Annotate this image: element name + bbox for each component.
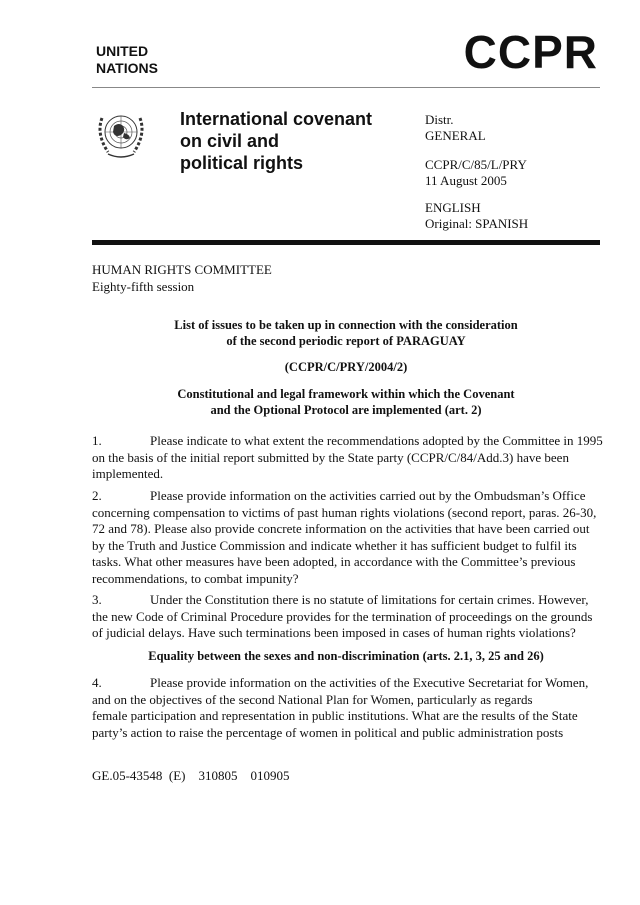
title-line: International covenant xyxy=(180,109,373,129)
paragraph-line: party’s action to raise the percentage of women in political and public administration posts xyxy=(92,724,564,740)
paragraph-number: 2. xyxy=(92,488,102,503)
paragraph-line: the new Code of Criminal Procedure provides for the termination of proceedings on the grounds xyxy=(92,608,593,624)
paragraph-line: concerning compensation to victims of past human rights violations (second report, paras. 26-30, xyxy=(92,504,597,520)
org-line: UNITED xyxy=(96,43,149,59)
divider-thick xyxy=(92,240,600,245)
section-heading: Equality between the sexes and non-discrimination (arts. 2.1, 3, 25 and 26) xyxy=(148,649,544,663)
paragraph-line: Please indicate to what extent the recommendations adopted by the Committee in 1995 xyxy=(150,433,603,448)
section-heading xyxy=(92,386,600,418)
paragraph-line: and on the objectives of the second National Plan for Women, particularly as regards xyxy=(92,691,533,707)
org-name xyxy=(96,43,158,77)
un-emblem-icon xyxy=(94,106,148,160)
heading-line: List of issues to be taken up in connection with the consideration xyxy=(174,318,518,332)
language: ENGLISH xyxy=(425,200,481,215)
distribution: GENERAL xyxy=(425,128,486,143)
title-line: political rights xyxy=(180,153,304,173)
org-line: NATIONS xyxy=(96,60,158,76)
committee-block xyxy=(92,262,272,295)
list-heading xyxy=(92,317,600,349)
divider xyxy=(92,87,600,88)
footer-job-number: GE.05-43548 (E) 310805 010905 xyxy=(92,768,290,783)
committee-name: HUMAN RIGHTS COMMITTEE xyxy=(92,262,272,277)
session: Eighty-fifth session xyxy=(92,278,195,294)
paragraph-line: recommendations, to combat impunity? xyxy=(92,570,299,586)
paragraph-1 xyxy=(92,433,603,483)
paragraph-4 xyxy=(92,675,600,741)
paragraph-line: female participation and representation in public institutions. What are the results of the State xyxy=(92,708,578,723)
distr-label: Distr. xyxy=(425,112,454,127)
heading-line: and the Optional Protocol are implemented (art. 2) xyxy=(210,403,482,417)
paragraph-number: 3. xyxy=(92,592,102,607)
symbol-block xyxy=(425,157,527,189)
paragraph-number: 1. xyxy=(92,433,102,448)
heading-line: Constitutional and legal framework within which the Covenant xyxy=(177,387,515,401)
paragraph-line: Please provide information on the activities carried out by the Ombudsman’s Office xyxy=(150,488,586,503)
language-block xyxy=(425,200,528,232)
paragraph-line: tasks. What other measures have been adopted, in accordance with the Committee’s previous xyxy=(92,554,576,569)
paragraph-3 xyxy=(92,592,600,642)
paragraph-line: on the basis of the initial report submitted by the State party (CCPR/C/84/Add.3) have been xyxy=(92,449,569,465)
document-title xyxy=(180,108,372,174)
heading-line: of the second periodic report of PARAGUAY xyxy=(226,334,466,348)
paragraph-line: by the Truth and Justice Commission and indicate whether it has sufficient budget to fulfil its xyxy=(92,537,577,553)
paragraph-line: Under the Constitution there is no statute of limitations for certain crimes. However, xyxy=(150,592,589,607)
paragraph-line: Please provide information on the activities of the Executive Secretariat for Women, xyxy=(150,675,589,690)
document-symbol-large: CCPR xyxy=(463,26,598,78)
original-language: Original: SPANISH xyxy=(425,216,529,231)
title-line: on civil and xyxy=(180,131,280,151)
paragraph-line: of judicial delays. Have such terminations been imposed in cases of human rights violations? xyxy=(92,625,576,640)
paragraph-line: implemented. xyxy=(92,466,164,481)
paragraph-number: 4. xyxy=(92,675,102,690)
doc-date: 11 August 2005 xyxy=(425,173,507,188)
doc-symbol: CCPR/C/85/L/PRY xyxy=(425,157,527,172)
paragraph-2 xyxy=(92,488,600,587)
distribution-block xyxy=(425,112,486,144)
report-symbol: (CCPR/C/PRY/2004/2) xyxy=(284,360,408,374)
paragraph-line: 72 and 78). Please also provide concrete information on the activities that have been carried out xyxy=(92,521,590,536)
